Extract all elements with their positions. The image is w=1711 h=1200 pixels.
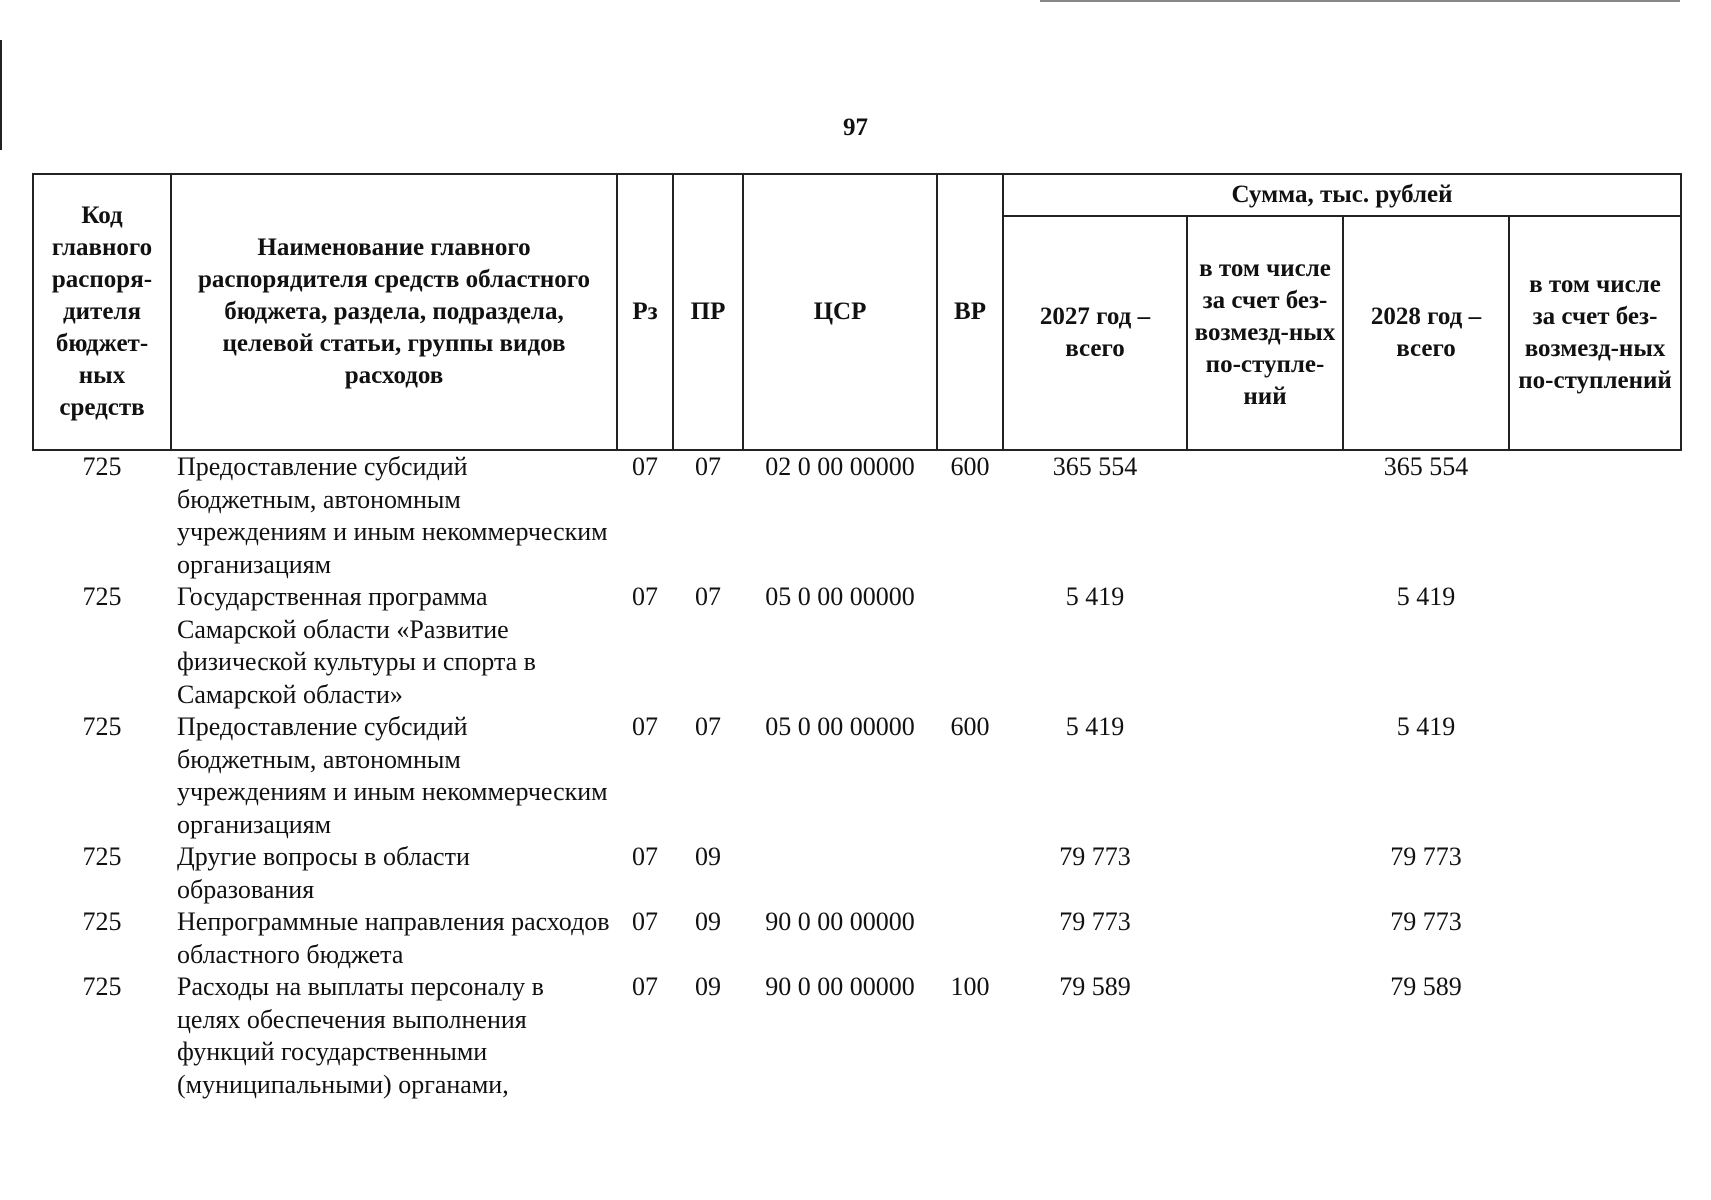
cell-2027-total: 79 589 <box>1059 972 1131 1001</box>
table-row <box>33 581 1681 711</box>
cell-name: Предоставление субсидий бюджетным, автономным учреждениям и иным некоммерческим организациям <box>177 452 608 579</box>
cell-2028-free <box>1509 971 1681 1101</box>
table-row <box>33 906 1681 971</box>
cell-csr <box>743 841 937 906</box>
table-header <box>33 174 1681 450</box>
cell-2027-total: 5 419 <box>1065 712 1125 741</box>
cell-2028-total: 79 773 <box>1390 907 1462 936</box>
cell-vr: 600 <box>950 452 990 481</box>
cell-code: 725 <box>82 582 122 611</box>
cell-name: Другие вопросы в области образования <box>177 842 470 904</box>
cell-pr: 07 <box>695 582 721 611</box>
cell-name: Государственная программа Самарской области «Развитие физической культуры и спорта в Самарской области» <box>177 582 536 709</box>
cell-2027-total: 365 554 <box>1052 452 1138 481</box>
cell-pr: 09 <box>695 907 721 936</box>
cell-csr: 02 0 00 00000 <box>765 452 915 481</box>
cell-pr: 07 <box>695 712 721 741</box>
cell-2028-total: 365 554 <box>1383 452 1469 481</box>
cell-2028-free <box>1509 450 1681 581</box>
cell-name: Предоставление субсидий бюджетным, автономным учреждениям и иным некоммерческим организациям <box>177 712 608 839</box>
header-code: Код главного распоря-дителя бюджет-ных средств <box>33 174 171 450</box>
cell-pr: 09 <box>695 842 721 871</box>
table-row <box>33 841 1681 906</box>
cell-code: 725 <box>82 842 122 871</box>
header-2027-total: 2027 год – всего <box>1003 216 1187 450</box>
table-row <box>33 711 1681 841</box>
cell-name: Непрограммные направления расходов областного бюджета <box>177 907 610 969</box>
header-sum-group: Сумма, тыс. рублей <box>1003 174 1681 216</box>
cell-code: 725 <box>82 712 122 741</box>
cell-name: Расходы на выплаты персоналу в целях обеспечения выполнения функций государственными (муниципальными) органами, <box>177 972 544 1099</box>
scan-top-mark <box>1040 0 1680 2</box>
cell-vr <box>937 581 1003 711</box>
header-2028-free: в том числе за счет без-возмезд-ных по-ступлений <box>1509 216 1681 450</box>
header-2028-total: 2028 год – всего <box>1343 216 1509 450</box>
budget-table <box>32 173 1682 1101</box>
cell-2028-total: 5 419 <box>1396 712 1456 741</box>
cell-csr: 05 0 00 00000 <box>765 582 915 611</box>
cell-2027-free <box>1187 711 1343 841</box>
cell-csr: 90 0 00 00000 <box>765 972 915 1001</box>
cell-2027-free <box>1187 841 1343 906</box>
cell-code: 725 <box>82 452 122 481</box>
cell-rz: 07 <box>632 972 658 1001</box>
cell-2028-free <box>1509 581 1681 711</box>
cell-vr <box>937 841 1003 906</box>
cell-code: 725 <box>82 907 122 936</box>
cell-csr: 05 0 00 00000 <box>765 712 915 741</box>
cell-pr: 09 <box>695 972 721 1001</box>
cell-2028-total: 79 589 <box>1390 972 1462 1001</box>
cell-rz: 07 <box>632 452 658 481</box>
header-vr: ВР <box>937 174 1003 450</box>
cell-2027-free <box>1187 906 1343 971</box>
cell-rz: 07 <box>632 582 658 611</box>
cell-2028-total: 79 773 <box>1390 842 1462 871</box>
table-row <box>33 971 1681 1101</box>
header-name: Наименование главного распорядителя средств областного бюджета, раздела, подраздела, целевой статьи, группы видов расходов <box>171 174 617 450</box>
cell-2028-free <box>1509 906 1681 971</box>
cell-2027-free <box>1187 581 1343 711</box>
cell-2028-free <box>1509 841 1681 906</box>
cell-2027-free <box>1187 971 1343 1101</box>
cell-pr: 07 <box>695 452 721 481</box>
cell-2027-free <box>1187 450 1343 581</box>
cell-2027-total: 79 773 <box>1059 907 1131 936</box>
cell-rz: 07 <box>632 712 658 741</box>
table-row <box>33 450 1681 581</box>
cell-vr: 600 <box>950 712 990 741</box>
header-2027-free: в том числе за счет без-возмезд-ных по-ступле-ний <box>1187 216 1343 450</box>
cell-code: 725 <box>82 972 122 1001</box>
cell-2027-total: 5 419 <box>1065 582 1125 611</box>
cell-vr <box>937 906 1003 971</box>
header-pr: ПР <box>673 174 743 450</box>
table-body <box>33 450 1681 1101</box>
cell-2027-total: 79 773 <box>1059 842 1131 871</box>
page-number: 97 <box>843 114 868 141</box>
cell-vr: 100 <box>950 972 990 1001</box>
cell-rz: 07 <box>632 842 658 871</box>
cell-csr: 90 0 00 00000 <box>765 907 915 936</box>
cell-rz: 07 <box>632 907 658 936</box>
cell-2028-total: 5 419 <box>1396 582 1456 611</box>
cell-2028-free <box>1509 711 1681 841</box>
header-csr: ЦСР <box>743 174 937 450</box>
header-rz: Рз <box>617 174 673 450</box>
